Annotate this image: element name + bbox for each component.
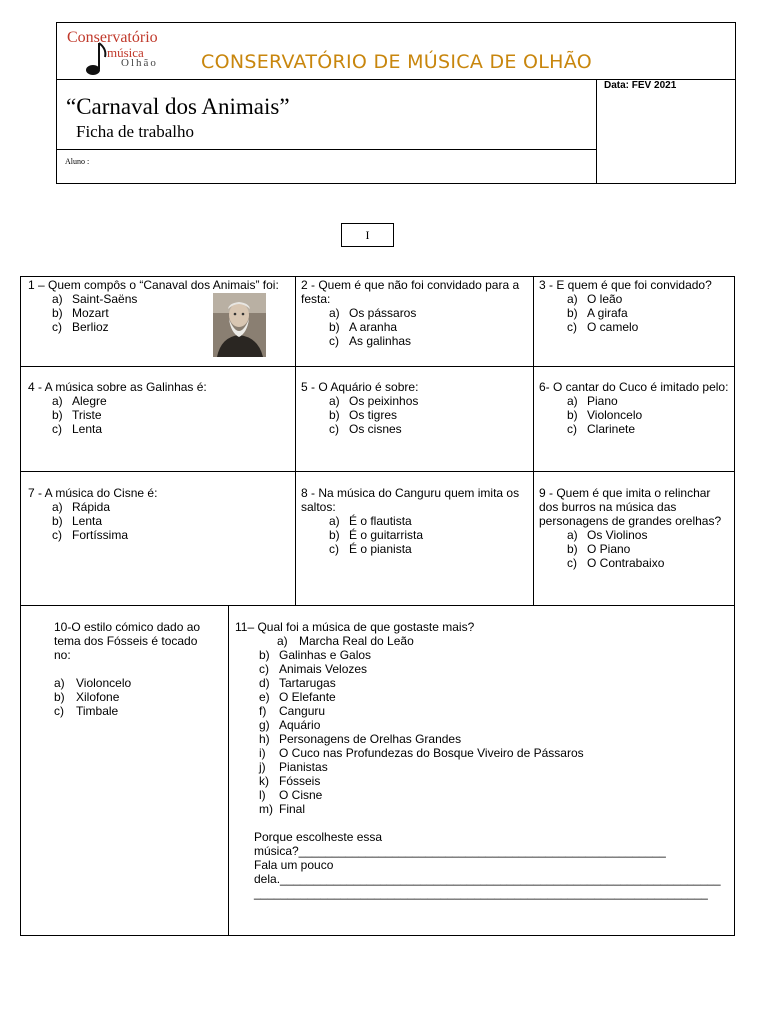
answer-option[interactable]: e) O Elefante <box>259 690 336 704</box>
answer-option[interactable]: b) Galinhas e Galos <box>259 648 372 662</box>
question-8 <box>301 486 529 556</box>
question-text: 1 – Quem compôs o “Canaval dos Animais” foi: <box>28 278 279 292</box>
question-2 <box>301 278 529 348</box>
answer-option[interactable]: b) O Piano <box>567 542 631 556</box>
answer-option[interactable]: a) Marcha Real do Leão <box>277 634 414 648</box>
answer-option[interactable]: i) O Cuco nas Profundezas do Bosque Viveiro de Pássaros <box>259 746 584 760</box>
answer-line[interactable]: ____________________________________________________________________ <box>254 886 708 900</box>
question-text: 6- O cantar do Cuco é imitado pelo: <box>539 380 729 394</box>
grid-divider <box>228 605 229 935</box>
answer-option[interactable]: l) O Cisne <box>259 788 323 802</box>
answer-option[interactable]: a) Violoncelo <box>54 676 132 690</box>
grid-divider <box>533 277 534 605</box>
answer-option[interactable]: j) Pianistas <box>259 760 328 774</box>
logo-text-line2: música <box>107 45 144 60</box>
answer-option[interactable]: c) Clarinete <box>567 422 636 436</box>
question-text: 7 - A música do Cisne é: <box>28 486 158 500</box>
answer-option[interactable]: a) Os peixinhos <box>329 394 419 408</box>
answer-option[interactable]: c) O Contrabaixo <box>567 556 665 570</box>
answer-prompt: Fala um pouco <box>254 858 334 872</box>
answer-option[interactable]: g) Aquário <box>259 718 321 732</box>
question-4 <box>28 380 290 436</box>
answer-option[interactable]: c) Timbale <box>54 704 119 718</box>
question-11 <box>235 620 731 900</box>
page-subtitle: Ficha de trabalho <box>76 122 195 141</box>
question-5 <box>301 380 529 436</box>
answer-option[interactable]: h) Personagens de Orelhas Grandes <box>259 732 462 746</box>
answer-option[interactable]: b) Violoncelo <box>567 408 643 422</box>
answer-option[interactable]: c) Lenta <box>52 422 103 436</box>
answer-option[interactable]: c) Os cisnes <box>329 422 402 436</box>
logo-text-line1: Conservatório <box>67 29 158 46</box>
answer-line[interactable]: música?_______________________________________________________ <box>254 844 666 858</box>
question-text: 3 - E quem é que foi convidado? <box>539 278 712 292</box>
answer-option[interactable]: a) Saint-Saëns <box>52 292 138 306</box>
title-cell <box>57 80 597 150</box>
grid-divider <box>21 366 734 367</box>
answer-option[interactable]: a) Rápida <box>52 500 111 514</box>
answer-option[interactable]: b) É o guitarrista <box>329 528 424 542</box>
grid-divider <box>21 605 734 606</box>
organization-name: CONSERVATÓRIO DE MÚSICA DE OLHÃO <box>201 51 592 73</box>
conservatorio-logo <box>67 27 167 75</box>
question-text: 5 - O Aquário é sobre: <box>301 380 419 394</box>
free-answer-area[interactable] <box>235 830 731 900</box>
question-grid <box>20 276 735 936</box>
answer-option[interactable]: c) Fortíssima <box>52 528 129 542</box>
answer-option[interactable]: a) Piano <box>567 394 618 408</box>
answer-option[interactable]: a) É o flautista <box>329 514 412 528</box>
answer-option[interactable]: b) A girafa <box>567 306 628 320</box>
document-header <box>56 22 736 184</box>
answer-option[interactable]: c) O camelo <box>567 320 639 334</box>
answer-option[interactable]: c) Animais Velozes <box>259 662 368 676</box>
question-text: 4 - A música sobre as Galinhas é: <box>28 380 207 394</box>
question-6 <box>539 380 731 436</box>
answer-option[interactable]: c) As galinhas <box>329 334 412 348</box>
answer-option[interactable]: k) Fósseis <box>259 774 321 788</box>
answer-prompt: Porque escolheste essa <box>254 830 383 844</box>
question-text: 2 - Quem é que não foi convidado para a festa: <box>301 278 520 306</box>
date-label: Data: FEV 2021 <box>604 80 677 91</box>
question-text: 11– Qual foi a música de que gostaste mais? <box>235 620 475 634</box>
question-10 <box>54 620 214 718</box>
page-title: “Carnaval dos Animais” <box>66 94 290 119</box>
date-cell <box>597 80 735 184</box>
section-number: I <box>341 223 394 247</box>
answer-option[interactable]: a) O leão <box>567 292 623 306</box>
answer-option[interactable]: b) Xilofone <box>54 690 120 704</box>
answer-option[interactable]: d) Tartarugas <box>259 676 336 690</box>
student-name-label: Aluno : <box>65 157 90 166</box>
grid-divider <box>295 277 296 605</box>
question-text: 8 - Na música do Canguru quem imita os saltos: <box>301 486 520 514</box>
header-top-row <box>57 23 735 80</box>
answer-option[interactable]: b) Mozart <box>52 306 109 320</box>
question-3 <box>539 278 731 334</box>
answer-option[interactable]: c) É o pianista <box>329 542 412 556</box>
composer-portrait <box>213 293 266 357</box>
logo-text-line3: Olhão <box>121 57 158 69</box>
grid-divider <box>21 471 734 472</box>
answer-option[interactable]: b) Lenta <box>52 514 103 528</box>
question-7 <box>28 486 290 542</box>
answer-line[interactable]: dela.__________________________________________________________________ <box>254 872 721 886</box>
answer-option[interactable]: f) Canguru <box>259 704 326 718</box>
answer-option[interactable]: b) Triste <box>52 408 102 422</box>
question-9 <box>539 486 731 570</box>
student-name-cell[interactable] <box>57 150 597 184</box>
question-text: 9 - Quem é que imita o relinchar dos burros na música das personagens de grandes orelhas? <box>539 486 722 528</box>
answer-option[interactable]: c) Berlioz <box>52 320 109 334</box>
answer-option[interactable]: a) Alegre <box>52 394 107 408</box>
answer-option[interactable]: a) Os Violinos <box>567 528 648 542</box>
answer-option[interactable]: m) Final <box>259 802 306 816</box>
answer-option[interactable]: a) Os pássaros <box>329 306 417 320</box>
question-text: 10-O estilo cómico dado ao tema dos Fósseis é tocado no: <box>54 620 201 662</box>
answer-option[interactable]: b) A aranha <box>329 320 398 334</box>
answer-option[interactable]: b) Os tigres <box>329 408 398 422</box>
